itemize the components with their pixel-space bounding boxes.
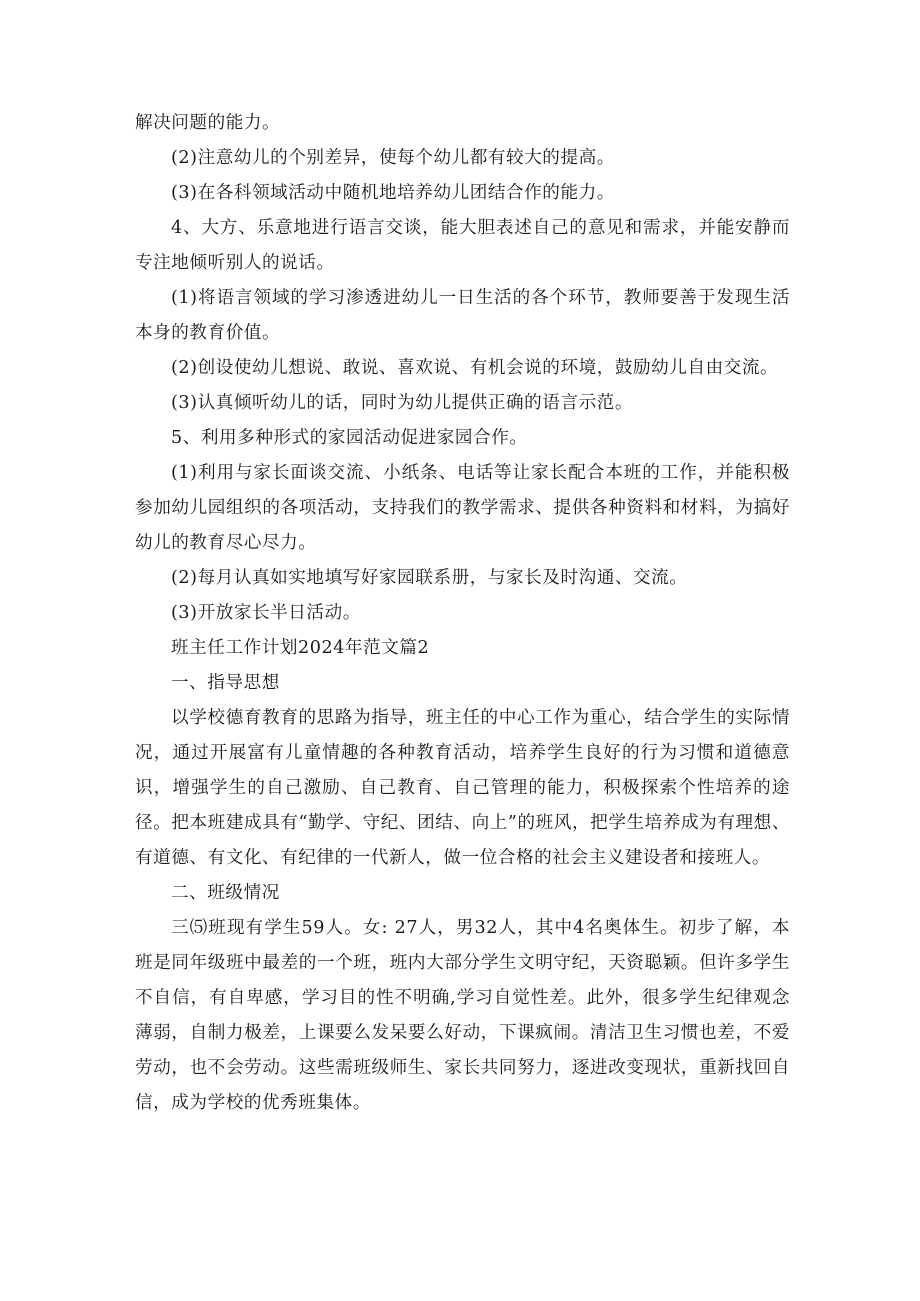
- paragraph: (2)注意幼儿的个别差异，使每个幼儿都有较大的提高。: [171, 148, 615, 168]
- section-heading: 一、指导思想: [171, 673, 280, 693]
- paragraph: (1)利用与家长面谈交流、小纸条、电话等让家长配合本班的工作，并能积极参加幼儿园组织的各项活动，支持我们的教学需求、提供各种资料和材料，为搞好幼儿的教育尽心尽力。: [135, 463, 790, 553]
- document-page: [135, 106, 790, 1121]
- section-heading: 二、班级情况: [171, 883, 280, 903]
- section-title: 班主任工作计划2024年范文篇2: [171, 638, 430, 658]
- paragraph: 4、大方、乐意地进行语言交谈，能大胆表述自己的意见和需求，并能安静而专注地倾听别人的说话。: [135, 218, 790, 273]
- paragraph: (1)将语言领域的学习渗透进幼儿一日生活的各个环节，教师要善于发现生活本身的教育价值。: [135, 288, 790, 343]
- paragraph: (2)创设使幼儿想说、敢说、喜欢说、有机会说的环境，鼓励幼儿自由交流。: [171, 358, 779, 378]
- paragraph: 以学校德育教育的思路为指导，班主任的中心工作为重心，结合学生的实际情况，通过开展富有儿童情趣的各种教育活动，培养学生良好的行为习惯和道德意识，增强学生的自己激励、自己教育、自己管理的能力，积极探索个性培养的途径。把本班建成具有“勤学、守纪、团结、向上”的班风，把学生培养成为有理想、有道德、有文化、有纪律的一代新人，做一位合格的社会主义建设者和接班人。: [135, 708, 790, 868]
- paragraph: 5、利用多种形式的家园活动促进家园合作。: [171, 428, 528, 448]
- paragraph: 解决问题的能力。: [135, 113, 281, 133]
- paragraph: (2)每月认真如实地填写好家园联系册，与家长及时沟通、交流。: [171, 568, 688, 588]
- paragraph: (3)认真倾听幼儿的话，同时为幼儿提供正确的语言示范。: [171, 393, 634, 413]
- paragraph: 三⑸班现有学生59人。女: 27人，男32人，其中4名奥体生。初步了解，本班是同年级班中最差的一个班，班内大部分学生文明守纪，天资聪颖。但许多学生不自信，有自卑感，学习目的性不明确,学习自觉性差。此外，很多学生纪律观念薄弱，自制力极差，上课要么发呆要么好动，下课疯闹。清洁卫生习惯也差，不爱劳动，也不会劳动。这些需班级师生、家长共同努力，逐进改变现状，重新找回自信，成为学校的优秀班集体。: [135, 918, 790, 1113]
- paragraph: (3)开放家长半日活动。: [171, 603, 361, 623]
- paragraph: (3)在各科领域活动中随机地培养幼儿团结合作的能力。: [171, 183, 615, 203]
